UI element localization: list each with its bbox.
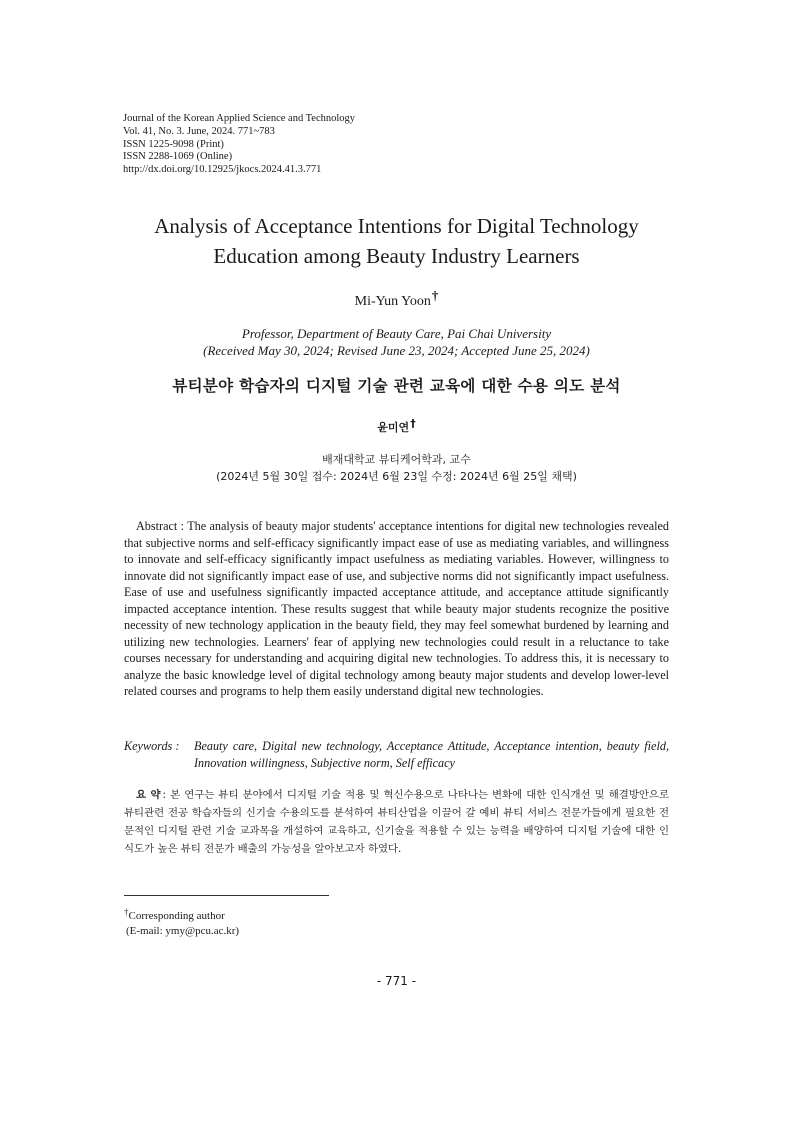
journal-volume: Vol. 41, No. 3. June, 2024. 771~783 bbox=[123, 125, 275, 137]
korean-abstract-label: 요 약 bbox=[136, 789, 161, 801]
korean-abstract bbox=[124, 786, 669, 858]
abstract-label: Abstract : bbox=[136, 519, 185, 533]
paper-title-line-1: Analysis of Acceptance Intentions for Digital Technology bbox=[154, 214, 639, 238]
author-name: Mi-Yun Yoon bbox=[354, 294, 431, 309]
received-dates: (Received May 30, 2024; Revised June 23, 2024; Accepted June 25, 2024) bbox=[203, 343, 590, 358]
abstract bbox=[124, 518, 669, 700]
footnote bbox=[124, 905, 239, 939]
issn-online: ISSN 2288-1069 (Online) bbox=[123, 151, 233, 163]
footnote-corresponding bbox=[124, 905, 239, 924]
abstract-text: The analysis of beauty major students' acceptance intentions for digital new technologies revealed that subjective norms and self-efficacy significantly impact ease of use as mediating variables, and willingness to innovate and self-efficacy significantly impact usefulness as mediating variables. However, willingness to innovate did not significantly impact ease of use, and subjective norms did not significantly impact usefulness. Ease of use and usefulness significantly impacted acceptance attitude, and acceptance attitude significantly impacted acceptance intention. These results suggest that while beauty major students recognize the positive necessity of new technology application in the beauty field, they may feel somewhat burdened by learning and utilizing new technologies. Learners' fear of applying new technologies could result in a reluctance to take courses necessary for understanding and acquiring digital new technologies. To address this, it is necessary to analyze the basic knowledge level of digital technology among beauty major students and develop lower-level related courses and programs to help them easily understand digital new technologies. bbox=[124, 519, 670, 698]
corresponding-author-mark: † bbox=[431, 288, 439, 303]
footnote-label: Corresponding author bbox=[128, 910, 225, 922]
korean-author bbox=[0, 417, 793, 435]
paper-title bbox=[60, 211, 733, 271]
issn-print: ISSN 1225-9098 (Print) bbox=[123, 138, 224, 150]
footnote-mark: † bbox=[124, 907, 129, 917]
paper-title-line-2: Education among Beauty Industry Learners bbox=[213, 244, 580, 268]
keywords bbox=[124, 738, 669, 772]
korean-title: 뷰티분야 학습자의 디지털 기술 관련 교육에 대한 수용 의도 분석 bbox=[172, 377, 621, 395]
doi-link[interactable]: http://dx.doi.org/10.12925/jkocs.2024.41.3.771 bbox=[123, 164, 322, 176]
affiliation-line: Professor, Department of Beauty Care, Pai Chai University bbox=[241, 326, 552, 341]
korean-abstract-text: 본 연구는 뷰티 분야에서 디지털 기술 적용 및 혁신수용으로 나타나는 변화에 대한 인식개선 및 해결방안으로 뷰티관련 전공 학습자들의 신기술 수용의도를 분석하여 뷰티산업을 이끌어 갈 예비 뷰티 서비스 전문가들에게 필요한 전문적인 디지털 관련 기술 교과목을 개설하여 교육하고, 신기술을 적용할 수 있는 능력을 배양하여 디지털 기술에 대한 인식도가 높은 뷰티 전문가 배출의 가능성을 알아보고자 하였다. bbox=[124, 789, 669, 855]
korean-affiliation-line: 배재대학교 뷰티케어학과, 교수 bbox=[322, 453, 471, 466]
journal-name: Journal of the Korean Applied Science and Technology bbox=[123, 113, 356, 124]
affiliation bbox=[0, 325, 793, 359]
keywords-label: Keywords : bbox=[124, 739, 180, 753]
korean-dates: (2024년 5월 30일 접수: 2024년 6월 23일 수정: 2024년 6월 25일 채택) bbox=[216, 470, 577, 483]
korean-abstract-separator: : bbox=[162, 789, 166, 801]
journal-header bbox=[123, 113, 355, 177]
korean-affiliation bbox=[0, 451, 793, 485]
abstract-paragraph bbox=[124, 518, 669, 700]
footnote-email[interactable]: (E-mail: ymy@pcu.ac.kr) bbox=[126, 925, 240, 937]
keywords-text: Beauty care, Digital new technology, Acceptance Attitude, Acceptance intention, beauty field, Innovation willingness, Subjective norm, Self efficacy bbox=[194, 739, 669, 770]
korean-author-name: 윤미연 bbox=[377, 421, 410, 434]
footnote-divider bbox=[124, 895, 329, 896]
page-number: - 771 - bbox=[376, 974, 417, 988]
korean-author-mark: † bbox=[410, 417, 416, 430]
author bbox=[0, 288, 793, 310]
